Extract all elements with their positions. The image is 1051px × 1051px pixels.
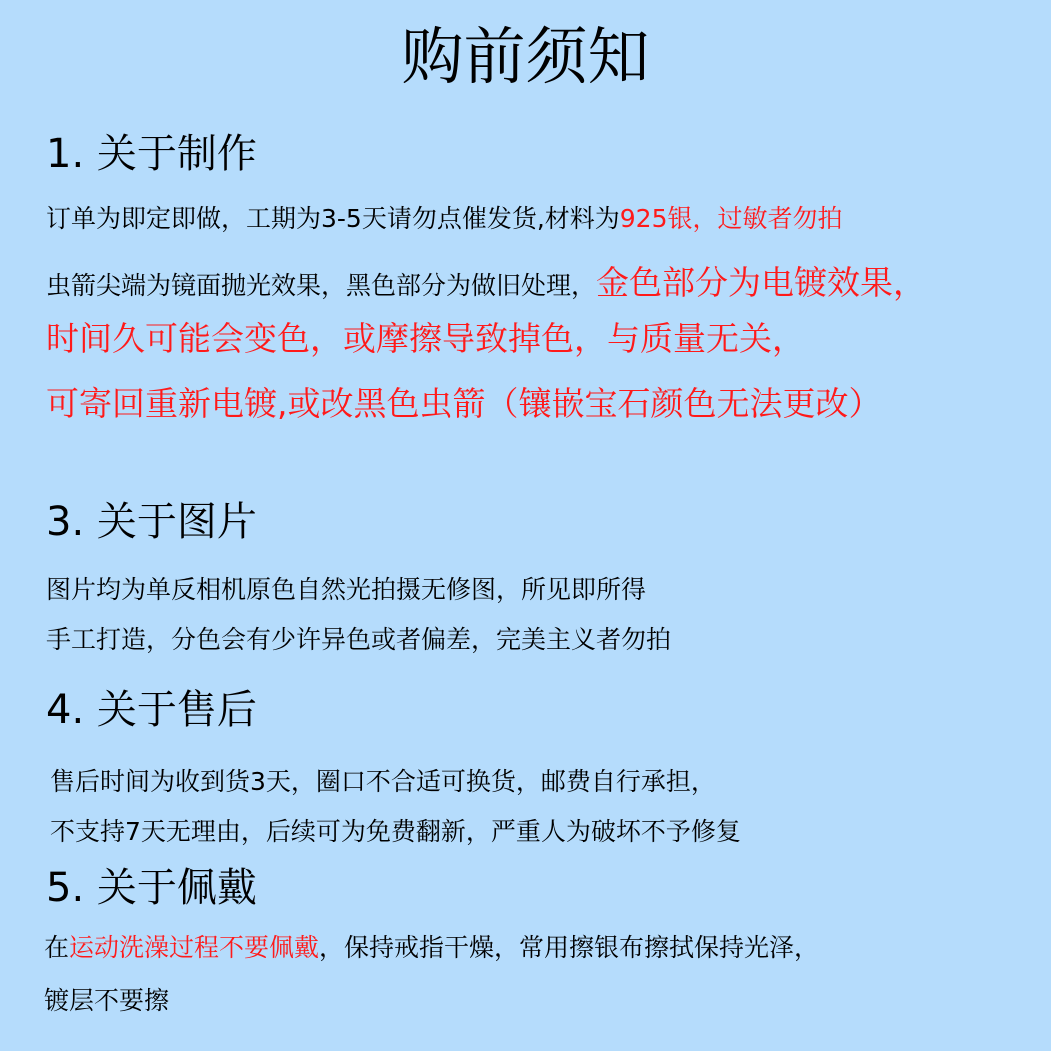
wearing-line-1-highlight: 运动洗澡过程不要佩戴	[69, 933, 320, 962]
aftersales-line-2: 不支持7天无理由，后续可为免费翻新，严重人为破坏不予修复	[50, 817, 741, 846]
production-line-1	[46, 203, 843, 235]
production-line-2	[46, 262, 926, 304]
production-line-2-highlight: 金色部分为电镀效果，	[596, 263, 927, 302]
wearing-line-2: 镀层不要擦	[44, 986, 170, 1015]
section-heading-wearing: 5. 关于佩戴	[46, 865, 257, 911]
section-heading-photos: 3. 关于图片	[46, 499, 257, 545]
aftersales-line-1: 售后时间为收到货3天，圈口不合适可换货，邮费自行承担，	[50, 767, 716, 796]
section-heading-aftersales: 4. 关于售后	[46, 687, 257, 733]
wearing-line-1-text: ，保持戒指干燥，常用擦银布擦拭保持光泽，	[319, 933, 820, 962]
production-line-3: 时间久可能会变色，或摩擦导致掉色，与质量无关，	[46, 319, 805, 358]
production-line-1-highlight: 925银，过敏者勿拍	[619, 204, 843, 233]
section-heading-production: 1. 关于制作	[46, 131, 257, 177]
production-line-4: 可寄回重新电镀,或改黑色虫箭（镶嵌宝石颜色无法更改）	[46, 384, 882, 423]
production-line-2-text: 虫箭尖端为镜面抛光效果，黑色部分为做旧处理，	[46, 271, 597, 300]
photos-line-2: 手工打造，分色会有少许异色或者偏差，完美主义者勿拍	[46, 625, 672, 654]
wearing-line-1-prefix: 在	[44, 933, 70, 962]
page-title: 购前须知	[401, 20, 650, 93]
production-line-1-text: 订单为即定即做，工期为3-5天请勿点催发货,材料为	[46, 204, 620, 233]
wearing-line-1	[44, 932, 819, 964]
photos-line-1: 图片均为单反相机原色自然光拍摄无修图，所见即所得	[46, 575, 647, 604]
